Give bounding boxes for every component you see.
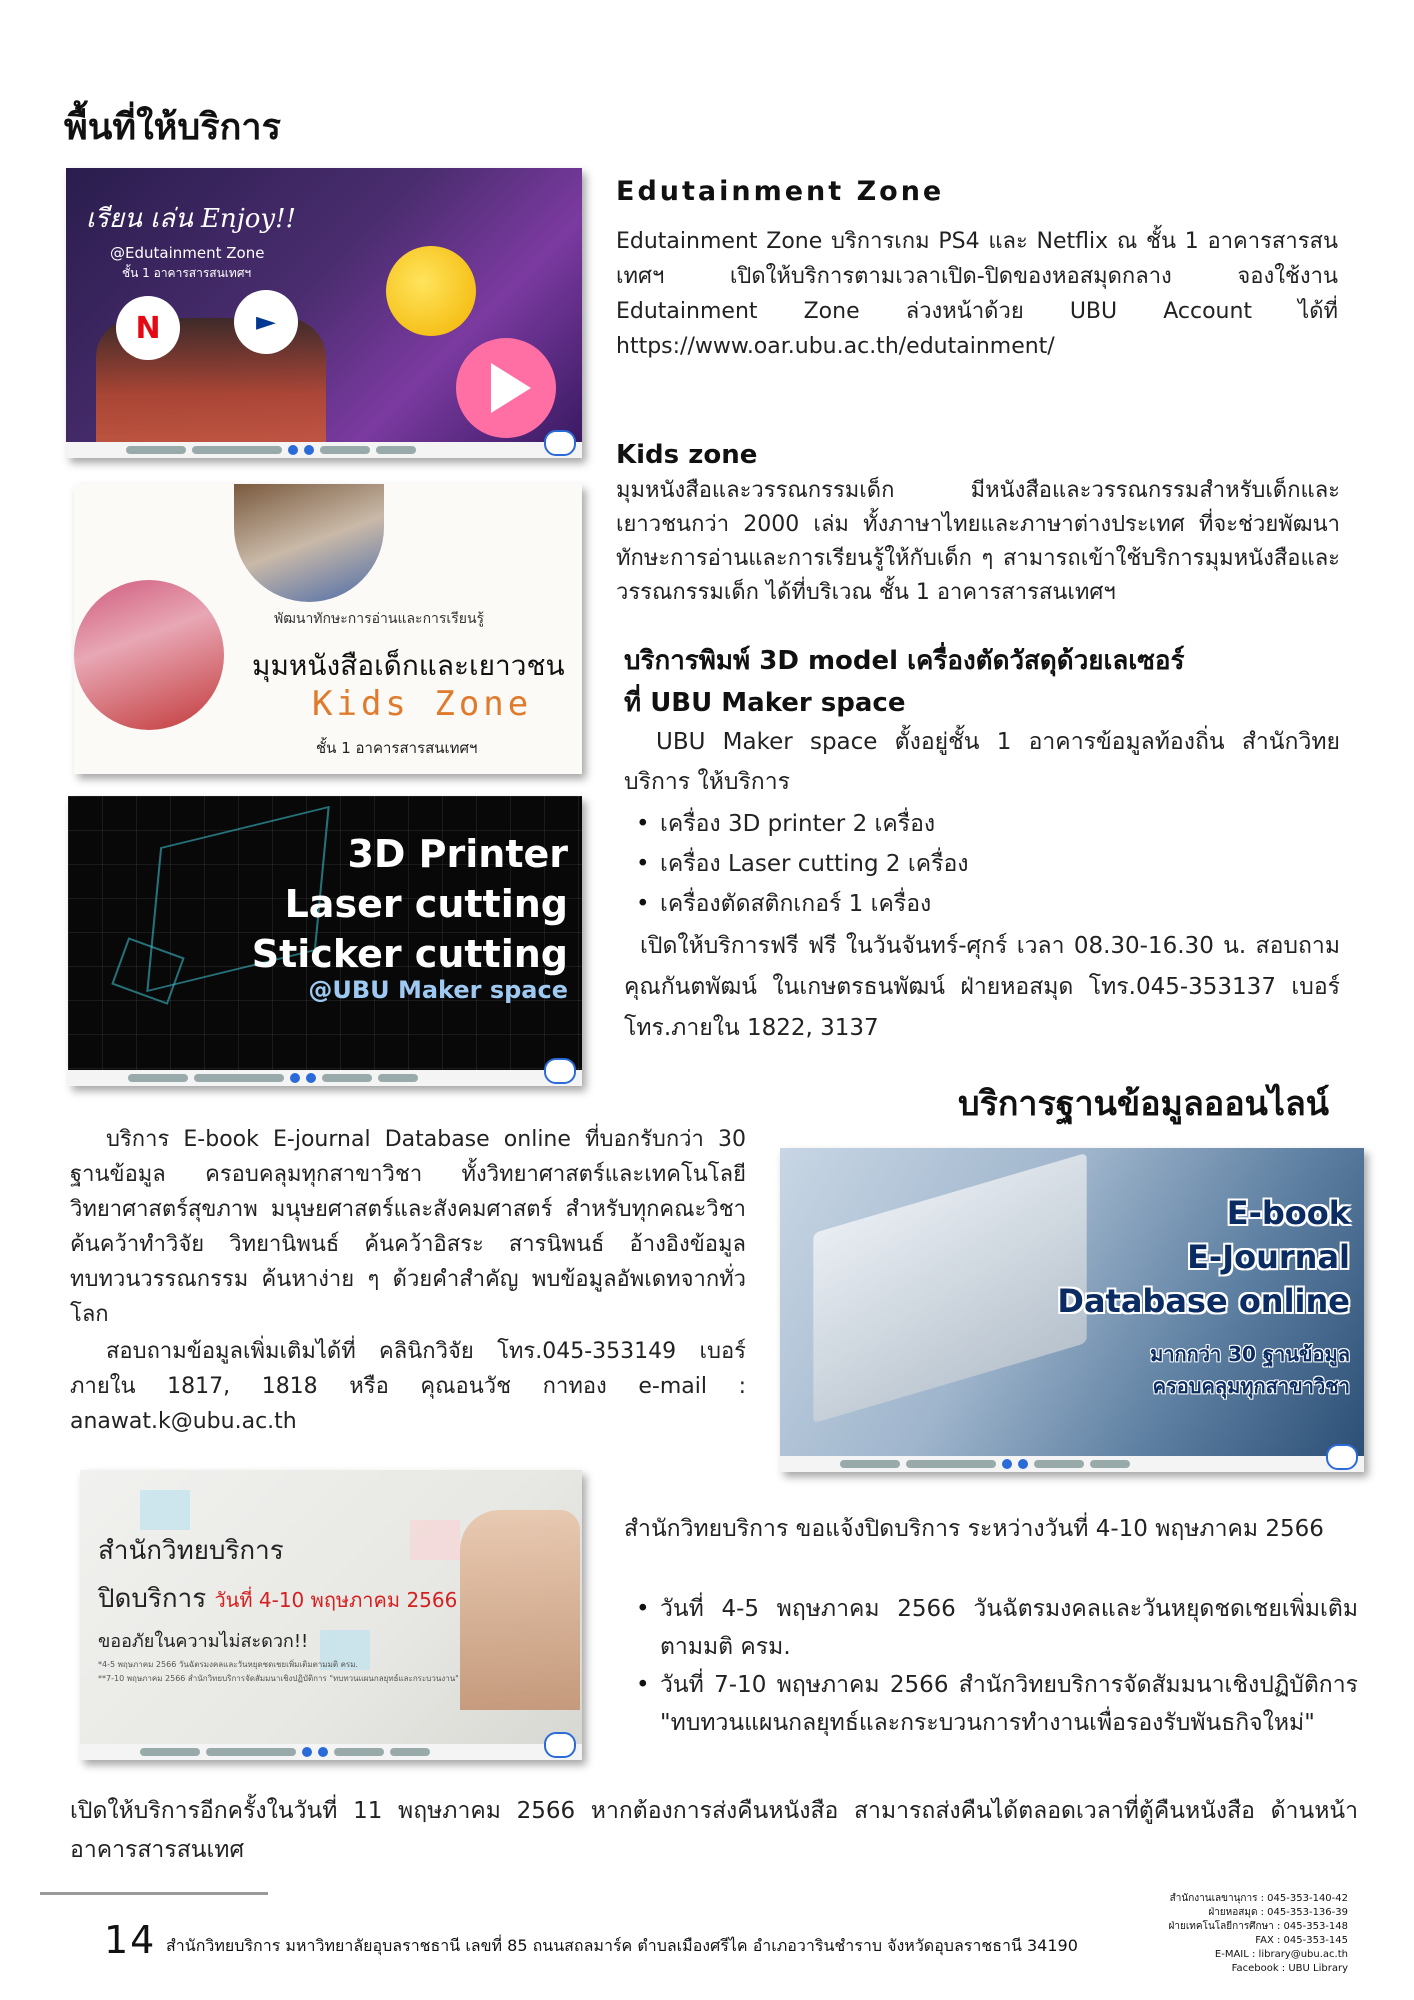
db-image-line3: Database online [1057,1282,1350,1320]
sticky-note [410,1520,460,1560]
edutainment-image-heading: เรียน เล่น Enjoy!! [86,204,297,234]
oar-logo-icon [544,1732,576,1758]
kids-image-floor-text: ชั้น 1 อาคารสารสนเทศฯ [316,739,478,757]
edutainment-image-sub1: @Edutainment Zone [110,244,265,262]
kids-girl-reading-photo [234,484,384,602]
closure-intro: สำนักวิทยบริการ ขอแจ้งปิดบริการ ระหว่างวันที่ 4-10 พฤษภาคม 2566 [624,1516,1324,1542]
maker-hours: เปิดให้บริการฟรี ฟรี ในวันจันทร์-ศุกร์ เวลา 08.30-16.30 น. สอบถาม คุณกันตพัฒน์ ในเกษตรธนพัฒน์ ฝ่ายหอสมุด โทร.045-353137 เบอร์โทร.ภายใน 1822, 3137 [624,933,1340,1041]
playstation-icon: ► [234,290,298,354]
db-image-line5: ครอบคลุมทุกสาขาวิชา [1152,1374,1350,1398]
maker-title-line1: บริการพิมพ์ 3D model เครื่องตัดวัสดุด้วยเลเซอร์ [624,646,1185,676]
database-contact: สอบถามข้อมูลเพิ่มเติมได้ที่ คลินิกวิจัย โทร.045-353149 เบอร์ภายใน 1817, 1818 หรือ คุณอนวัช กาทอง e-mail : anawat.k@ubu.ac.th [70,1339,746,1434]
closure-image-line [98,1578,457,1619]
kids-zone-image [74,484,582,774]
kids-image-small-text: พัฒนาทักษะการอ่านและการเรียนรู้ [274,611,485,627]
footer-address: สำนักวิทยบริการ มหาวิทยาลัยอุบลราชธานี เลขที่ 85 ถนนสถลมาร์ค ตำบลเมืองศรีไค อำเภอวารินชำราบ จังหวัดอุบลราชธานี 34190 [166,1936,1078,1955]
list-item: • เครื่อง 3D printer 2 เครื่อง [624,804,1340,844]
edutainment-title: Edutainment Zone [616,176,945,207]
db-image-line2: E-Journal [1187,1238,1350,1276]
maker-intro: UBU Maker space ตั้งอยู่ชั้น 1 อาคารข้อมูลท้องถิ่น สำนักวิทยบริการ ให้บริการ [624,729,1340,795]
db-image-line4: มากกว่า 30 ฐานข้อมูล [1150,1342,1350,1366]
image-footer-bar [66,442,582,458]
smiley-icon [386,246,476,336]
edutainment-body: Edutainment Zone บริการเกม PS4 และ Netflix ณ ชั้น 1 อาคารสารสนเทศฯ เปิดให้บริการตามเวลาเปิด-ปิดของหอสมุดกลาง จองใช้งาน Edutainment Zone ล่วงหน้าด้วย UBU Account ได้ที่ https://www.oar.ubu.ac.th/edutainment/ [616,229,1338,359]
maker-image-line1: 3D Printer [347,832,568,876]
contact-line: สำนักงานเลขานุการ : 045-353-140-42 [1169,1893,1348,1904]
kids-title: Kids zone [616,440,758,470]
closure-image-title: สำนักวิทยบริการ [98,1536,284,1566]
netflix-icon: N [116,296,180,360]
closure-image-note2: **7-10 พฤษภาคม 2566 สำนักวิทยบริการจัดสัมมนาเชิงปฏิบัติการ "ทบทวนแผนกลยุทธ์และกระบวนงาน" [98,1674,459,1683]
list-item: • วันที่ 4-5 พฤษภาคม 2566 วันฉัตรมงคลและวันหยุดชดเชยเพิ่มเติมตามมติ ครม. [624,1590,1358,1666]
maker-title-line2: ที่ UBU Maker space [624,688,906,718]
play-triangle-icon [491,363,531,413]
closure-image-note1: *4-5 พฤษภาคม 2566 วันฉัตรมงคลและวันหยุดชดเชยเพิ่มเติมตามมติ ครม. [98,1660,359,1669]
footer-divider [40,1892,268,1895]
closure-image-sorry: ขออภัยในความไม่สะดวก!! [98,1631,309,1652]
closure-image-dates: วันที่ 4-10 พฤษภาคม 2566 [214,1588,458,1612]
edutainment-image-sub2: ชั้น 1 อาคารสารสนเทศฯ [122,266,252,280]
page-number: 14 [104,1918,157,1962]
maker-image-line4: @UBU Maker space [308,976,568,1004]
kids-body: มุมหนังสือและวรรณกรรมเด็ก มีหนังสือและวรรณกรรมสำหรับเด็กและเยาวชนกว่า 2000 เล่ม ทั้งภาษาไทยและภาษาต่างประเทศ ที่จะช่วยพัฒนาทักษะการอ่านและการเรียนรู้ให้กับเด็ก ๆ สามารถเข้าใช้บริการมุมหนังสือและวรรณกรรมเด็ก ได้ที่บริเวณ ชั้น 1 อาคารสารสนเทศฯ [616,478,1340,605]
oar-logo-icon [544,430,576,456]
maker-image-line3: Sticker cutting [251,932,568,976]
footer-contacts [1100,1892,1348,1976]
closure-reopen: เปิดให้บริการอีกครั้งในวันที่ 11 พฤษภาคม 2566 หากต้องการส่งคืนหนังสือ สามารถส่งคืนได้ตลอดเวลาที่ตู้คืนหนังสือ ด้านหน้าอาคารสารสนเทศ [70,1798,1358,1863]
closure-image-prefix: ปิดบริการ [98,1584,207,1614]
contact-line: ฝ่ายหอสมุด : 045-353-136-39 [1208,1907,1348,1918]
db-image-line1: E-book [1226,1194,1350,1232]
closure-list [624,1590,1358,1742]
closure-image [80,1470,582,1760]
sticky-note [140,1490,190,1530]
hand-photo [460,1510,580,1710]
maker-image-line2: Laser cutting [284,882,568,926]
contact-line: ฝ่ายเทคโนโลยีการศึกษา : 045-353-148 [1168,1921,1348,1932]
database-body: บริการ E-book E-journal Database online ที่บอกรับกว่า 30 ฐานข้อมูล ครอบคลุมทุกสาขาวิชา ทั้งวิทยาศาสตร์และเทคโนโลยี วิทยาศาสตร์สุขภาพ มนุษยศาสตร์และสังคมศาสตร์ สำหรับทุกคณะวิชา ค้นคว้าทำวิจัย วิทยานิพนธ์ ค้นคว้าอิสระ สารนิพนธ์ อ้างอิงข้อมูล ทบทวนวรรณกรรม ค้นหาง่าย ๆ ด้วยคำสำคัญ พบข้อมูลอัพเดทจากทั่วโลก [70,1127,746,1327]
oar-logo-icon [544,1058,576,1084]
kids-image-big-text: มุมหนังสือเด็กและเยาวชน [252,649,565,682]
database-image [780,1148,1364,1472]
maker-equipment-list [624,804,1340,924]
list-item: • เครื่อง Laser cutting 2 เครื่อง [624,844,1340,884]
image-footer-bar [780,1456,1364,1472]
image-footer-bar [80,1744,582,1760]
contact-line: E-MAIL : library@ubu.ac.th [1214,1949,1348,1960]
page-title: พื้นที่ให้บริการ [64,107,281,148]
oar-logo-icon [1326,1444,1358,1470]
kids-girl-shelf-photo [74,580,224,730]
image-footer-bar [68,1070,582,1086]
laptop-photo [813,1153,1086,1424]
maker-space-image [68,796,582,1086]
kids-image-zone-text: Kids Zone [312,684,533,724]
contact-line: FAX : 045-353-145 [1255,1935,1348,1946]
contact-line: Facebook : UBU Library [1231,1963,1348,1974]
list-item: • วันที่ 7-10 พฤษภาคม 2566 สำนักวิทยบริการจัดสัมมนาเชิงปฏิบัติการ "ทบทวนแผนกลยุทธ์และกระบวนการทำงานเพื่อรองรับพันธกิจใหม่" [624,1666,1358,1742]
list-item: • เครื่องตัดสติกเกอร์ 1 เครื่อง [624,884,1340,924]
database-title: บริการฐานข้อมูลออนไลน์ [958,1084,1330,1124]
edutainment-image [66,168,582,458]
